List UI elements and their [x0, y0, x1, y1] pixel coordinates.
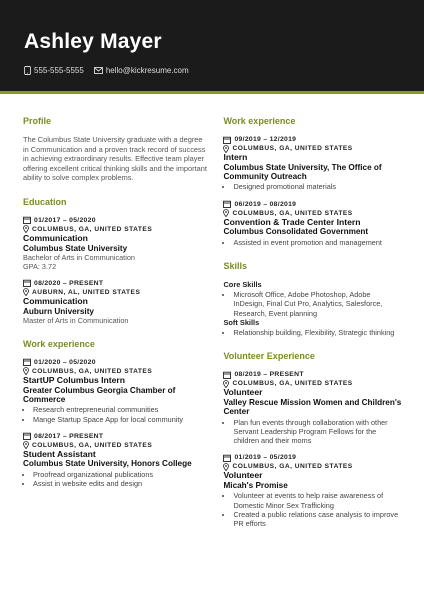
contact-row — [24, 66, 424, 75]
entry-date — [23, 432, 207, 441]
entry-detail: Master of Arts in Communication — [23, 315, 129, 325]
date-text: 01/2020 – 05/2020 — [34, 358, 96, 366]
entry-organization: Valley Rescue Mission Women and Children's Center — [223, 398, 402, 417]
candidate-name: Ashley Mayer — [24, 30, 162, 53]
entry-organization: Columbus State University, The Office of Community Outreach — [223, 162, 382, 181]
entry-role: StartUP Columbus Intern — [23, 374, 126, 385]
bullet-list — [223, 182, 402, 191]
entry-date — [223, 370, 402, 379]
calendar-icon — [23, 358, 31, 366]
entry-role: Intern — [223, 152, 248, 162]
volunteer-entry — [223, 370, 402, 445]
location-pin-icon — [223, 209, 229, 217]
email-contact — [94, 66, 189, 75]
entry-organization: Auburn University — [23, 306, 94, 316]
location-text: COLUMBUS, GA, UNITED STATES — [232, 463, 353, 471]
calendar-icon — [23, 216, 31, 224]
location-text: COLUMBUS, GA, UNITED STATES — [32, 225, 153, 233]
entry-role: Volunteer — [223, 470, 263, 481]
section-title: Work experience — [23, 338, 95, 349]
calendar-icon — [223, 371, 231, 379]
volunteer-section — [223, 351, 402, 528]
email-address: hello@kickresume.com — [105, 66, 189, 75]
bullet-item: • Plan fun events through collaboration with other Servant Leadership Program Fellows for the children and their moms — [233, 418, 402, 446]
bullet-list — [223, 290, 402, 318]
bullet-item: • Mange Startup Space App for local community — [33, 415, 207, 424]
skill-item: • Relationship building, Flexibility, Strategic thinking — [233, 328, 402, 337]
calendar-icon — [23, 432, 31, 440]
bullet-list — [223, 328, 402, 337]
date-text: 08/2019 – PRESENT — [234, 371, 304, 379]
entry-role: Communication — [23, 232, 88, 243]
education-entry — [23, 279, 207, 325]
date-text: 01/2017 – 05/2020 — [34, 216, 96, 224]
section-title: Skills — [223, 260, 247, 271]
entry-role: Communication — [23, 295, 88, 306]
bullet-list — [223, 238, 402, 247]
bullet-item: • Designed promotional materials — [233, 182, 402, 191]
date-text: 01/2019 – 05/2019 — [234, 454, 297, 462]
date-text: 08/2017 – PRESENT — [34, 432, 104, 440]
volunteer-entry — [223, 453, 402, 528]
date-text: 06/2019 – 08/2019 — [234, 200, 297, 208]
envelope-icon — [94, 67, 103, 74]
right-column — [223, 116, 402, 542]
date-text: 08/2020 – PRESENT — [34, 279, 104, 287]
skill-item: • Microsoft Office, Adobe Photoshop, Adobe InDesign, Final Cut Pro, Analytics, Salesforce, Research, Event planning — [233, 290, 402, 318]
resume-header — [0, 0, 424, 94]
phone-icon — [24, 66, 31, 75]
calendar-icon — [223, 200, 231, 208]
bullet-item: • Created a public relations case analysis to improve PR efforts — [233, 510, 402, 528]
work-experience-section-right — [223, 116, 402, 247]
location-text: COLUMBUS, GA, UNITED STATES — [32, 441, 153, 449]
location-text: COLUMBUS, GA, UNITED STATES — [232, 145, 353, 152]
phone-contact — [24, 66, 84, 75]
resume-body — [0, 94, 424, 542]
entry-location — [223, 144, 402, 153]
work-experience-section-left — [23, 339, 207, 488]
entry-date — [23, 216, 207, 225]
work-entry — [23, 432, 207, 488]
section-title: Education — [23, 196, 67, 207]
skills-section — [223, 261, 402, 338]
bullet-item: • Volunteer at events to help raise awareness of Domestic Minor Sex Trafficking — [233, 491, 402, 509]
work-entry — [223, 200, 402, 247]
entry-organization: Greater Columbus Georgia Chamber of Commerce — [23, 385, 176, 404]
entry-date — [23, 279, 207, 288]
bullet-item: • Proofread organizational publications — [33, 470, 207, 479]
calendar-icon — [23, 279, 31, 287]
location-text: COLUMBUS, GA, UNITED STATES — [232, 380, 353, 388]
bullet-item: • Assist in website edits and design — [33, 479, 207, 488]
section-title: Work experience — [223, 116, 296, 126]
entry-date — [23, 358, 207, 367]
entry-date — [223, 135, 402, 144]
bullet-item: • Assisted in event promotion and management — [233, 238, 402, 247]
education-section — [23, 197, 207, 325]
section-title: Volunteer Experience — [223, 351, 315, 362]
bullet-list — [223, 418, 402, 446]
entry-organization: Micah's Promise — [223, 481, 288, 491]
location-text: COLUMBUS, GA, UNITED STATES — [232, 209, 353, 217]
entry-date — [223, 200, 402, 209]
entry-role: Student Assistant — [23, 448, 96, 459]
entry-detail: Bachelor of Arts in Communication — [23, 252, 135, 262]
location-text: COLUMBUS, GA, UNITED STATES — [32, 367, 153, 375]
bullet-item: • Research entrepreneurial communities — [33, 405, 207, 414]
phone-number: 555-555-5555 — [34, 66, 84, 75]
skill-group-heading: Soft Skills — [223, 317, 260, 327]
bullet-list — [223, 491, 402, 528]
entry-organization: Columbus State University, Honors College — [23, 459, 192, 469]
entry-role: Volunteer — [223, 387, 263, 398]
bullet-list — [23, 405, 207, 423]
profile-text: The Columbus State University graduate with a degree in Communication and a proven track record of success in achieving extraordinary results. Effective team player offering excellent critical thinking skills and the important ability to solve complex problems. — [23, 135, 207, 183]
left-column — [23, 116, 207, 542]
calendar-icon — [223, 136, 231, 144]
entry-organization: Columbus State University — [23, 243, 128, 253]
bullet-list — [23, 470, 207, 488]
location-text: AUBURN, AL, UNITED STATES — [32, 288, 141, 296]
entry-date — [223, 453, 402, 462]
entry-role: Convention & Trade Center Intern — [223, 216, 361, 227]
calendar-icon — [223, 454, 231, 462]
skill-group-heading: Core Skills — [223, 279, 262, 289]
date-text: 09/2019 – 12/2019 — [234, 136, 297, 143]
section-title: Profile — [23, 116, 52, 126]
work-entry — [223, 135, 402, 192]
profile-section — [23, 116, 207, 183]
entry-detail: GPA: 3.72 — [23, 261, 57, 271]
work-entry — [23, 358, 207, 424]
education-entry — [23, 216, 207, 271]
entry-organization: Columbus Consolidated Government — [223, 227, 369, 237]
